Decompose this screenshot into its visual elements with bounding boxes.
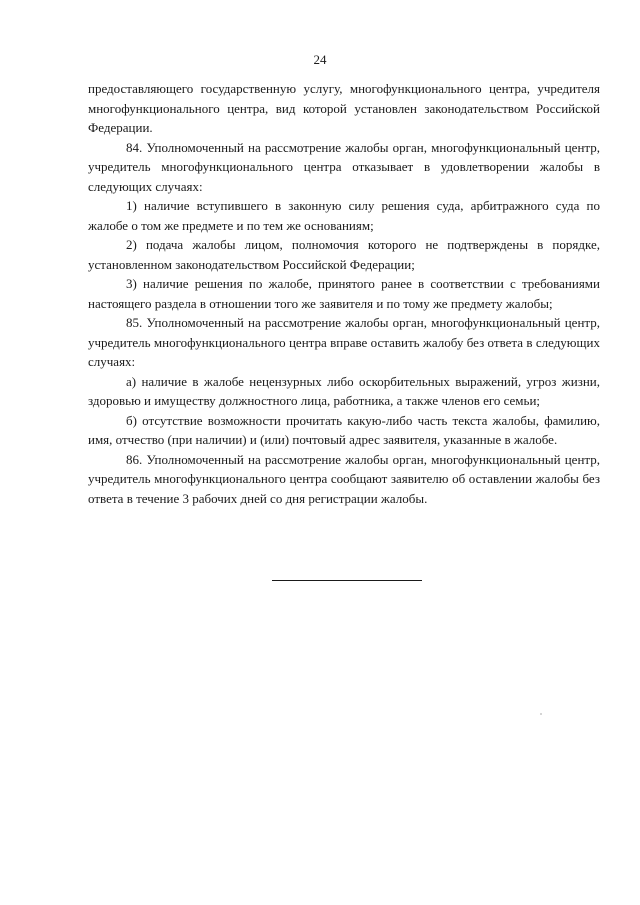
page-number: 24 xyxy=(313,52,327,67)
paragraph-item-85: 85. Уполномоченный на рассмотрение жалобы орган, многофункциональный центр, учредитель многофункционального центра вправе оставить жалобу без ответа в следующих случаях: xyxy=(88,315,600,369)
paragraph-item-86: 86. Уполномоченный на рассмотрение жалобы орган, многофункциональный центр, учредитель многофункционального центра сообщают заявителю об оставлении жалобы без ответа в течение 3 рабочих дней со дня регистрации жалобы. xyxy=(88,451,600,506)
scan-speck xyxy=(540,713,542,715)
paragraph-item-84: 84. Уполномоченный на рассмотрение жалобы орган, многофункциональный центр, учредитель многофункционального центра отказывает в удовлетворении жалобы в следующих случаях: xyxy=(88,139,600,194)
end-separator-line xyxy=(272,580,422,581)
paragraph-item-84-3: 3) наличие решения по жалобе, принятого ранее в соответствии с требованиями настоящего раздела в отношении того же заявителя и по тому же предмету жалобы; xyxy=(88,276,600,311)
document-body xyxy=(88,79,600,508)
paragraph-item-85-b: б) отсутствие возможности прочитать какую-либо часть текста жалобы, фамилию, имя, отчество (при наличии) и (или) почтовый адрес заявителя, указанные в жалобе. xyxy=(88,412,600,447)
paragraph-item-85-a: а) наличие в жалобе нецензурных либо оскорбительных выражений, угроз жизни, здоровью и имуществу должностного лица, работника, а также членов его семьи; xyxy=(88,373,600,408)
paragraph-continuation: предоставляющего государственную услугу, многофункционального центра, учредителя многофункционального центра, вид которой установлен законодательством Российской Федерации. xyxy=(88,81,600,135)
paragraph-item-84-2: 2) подача жалобы лицом, полномочия которого не подтверждены в порядке, установленном законодательством Российской Федерации; xyxy=(88,237,600,272)
paragraph-item-84-1: 1) наличие вступившего в законную силу решения суда, арбитражного суда по жалобе о том же предмете и по тем же основаниям; xyxy=(88,198,600,233)
